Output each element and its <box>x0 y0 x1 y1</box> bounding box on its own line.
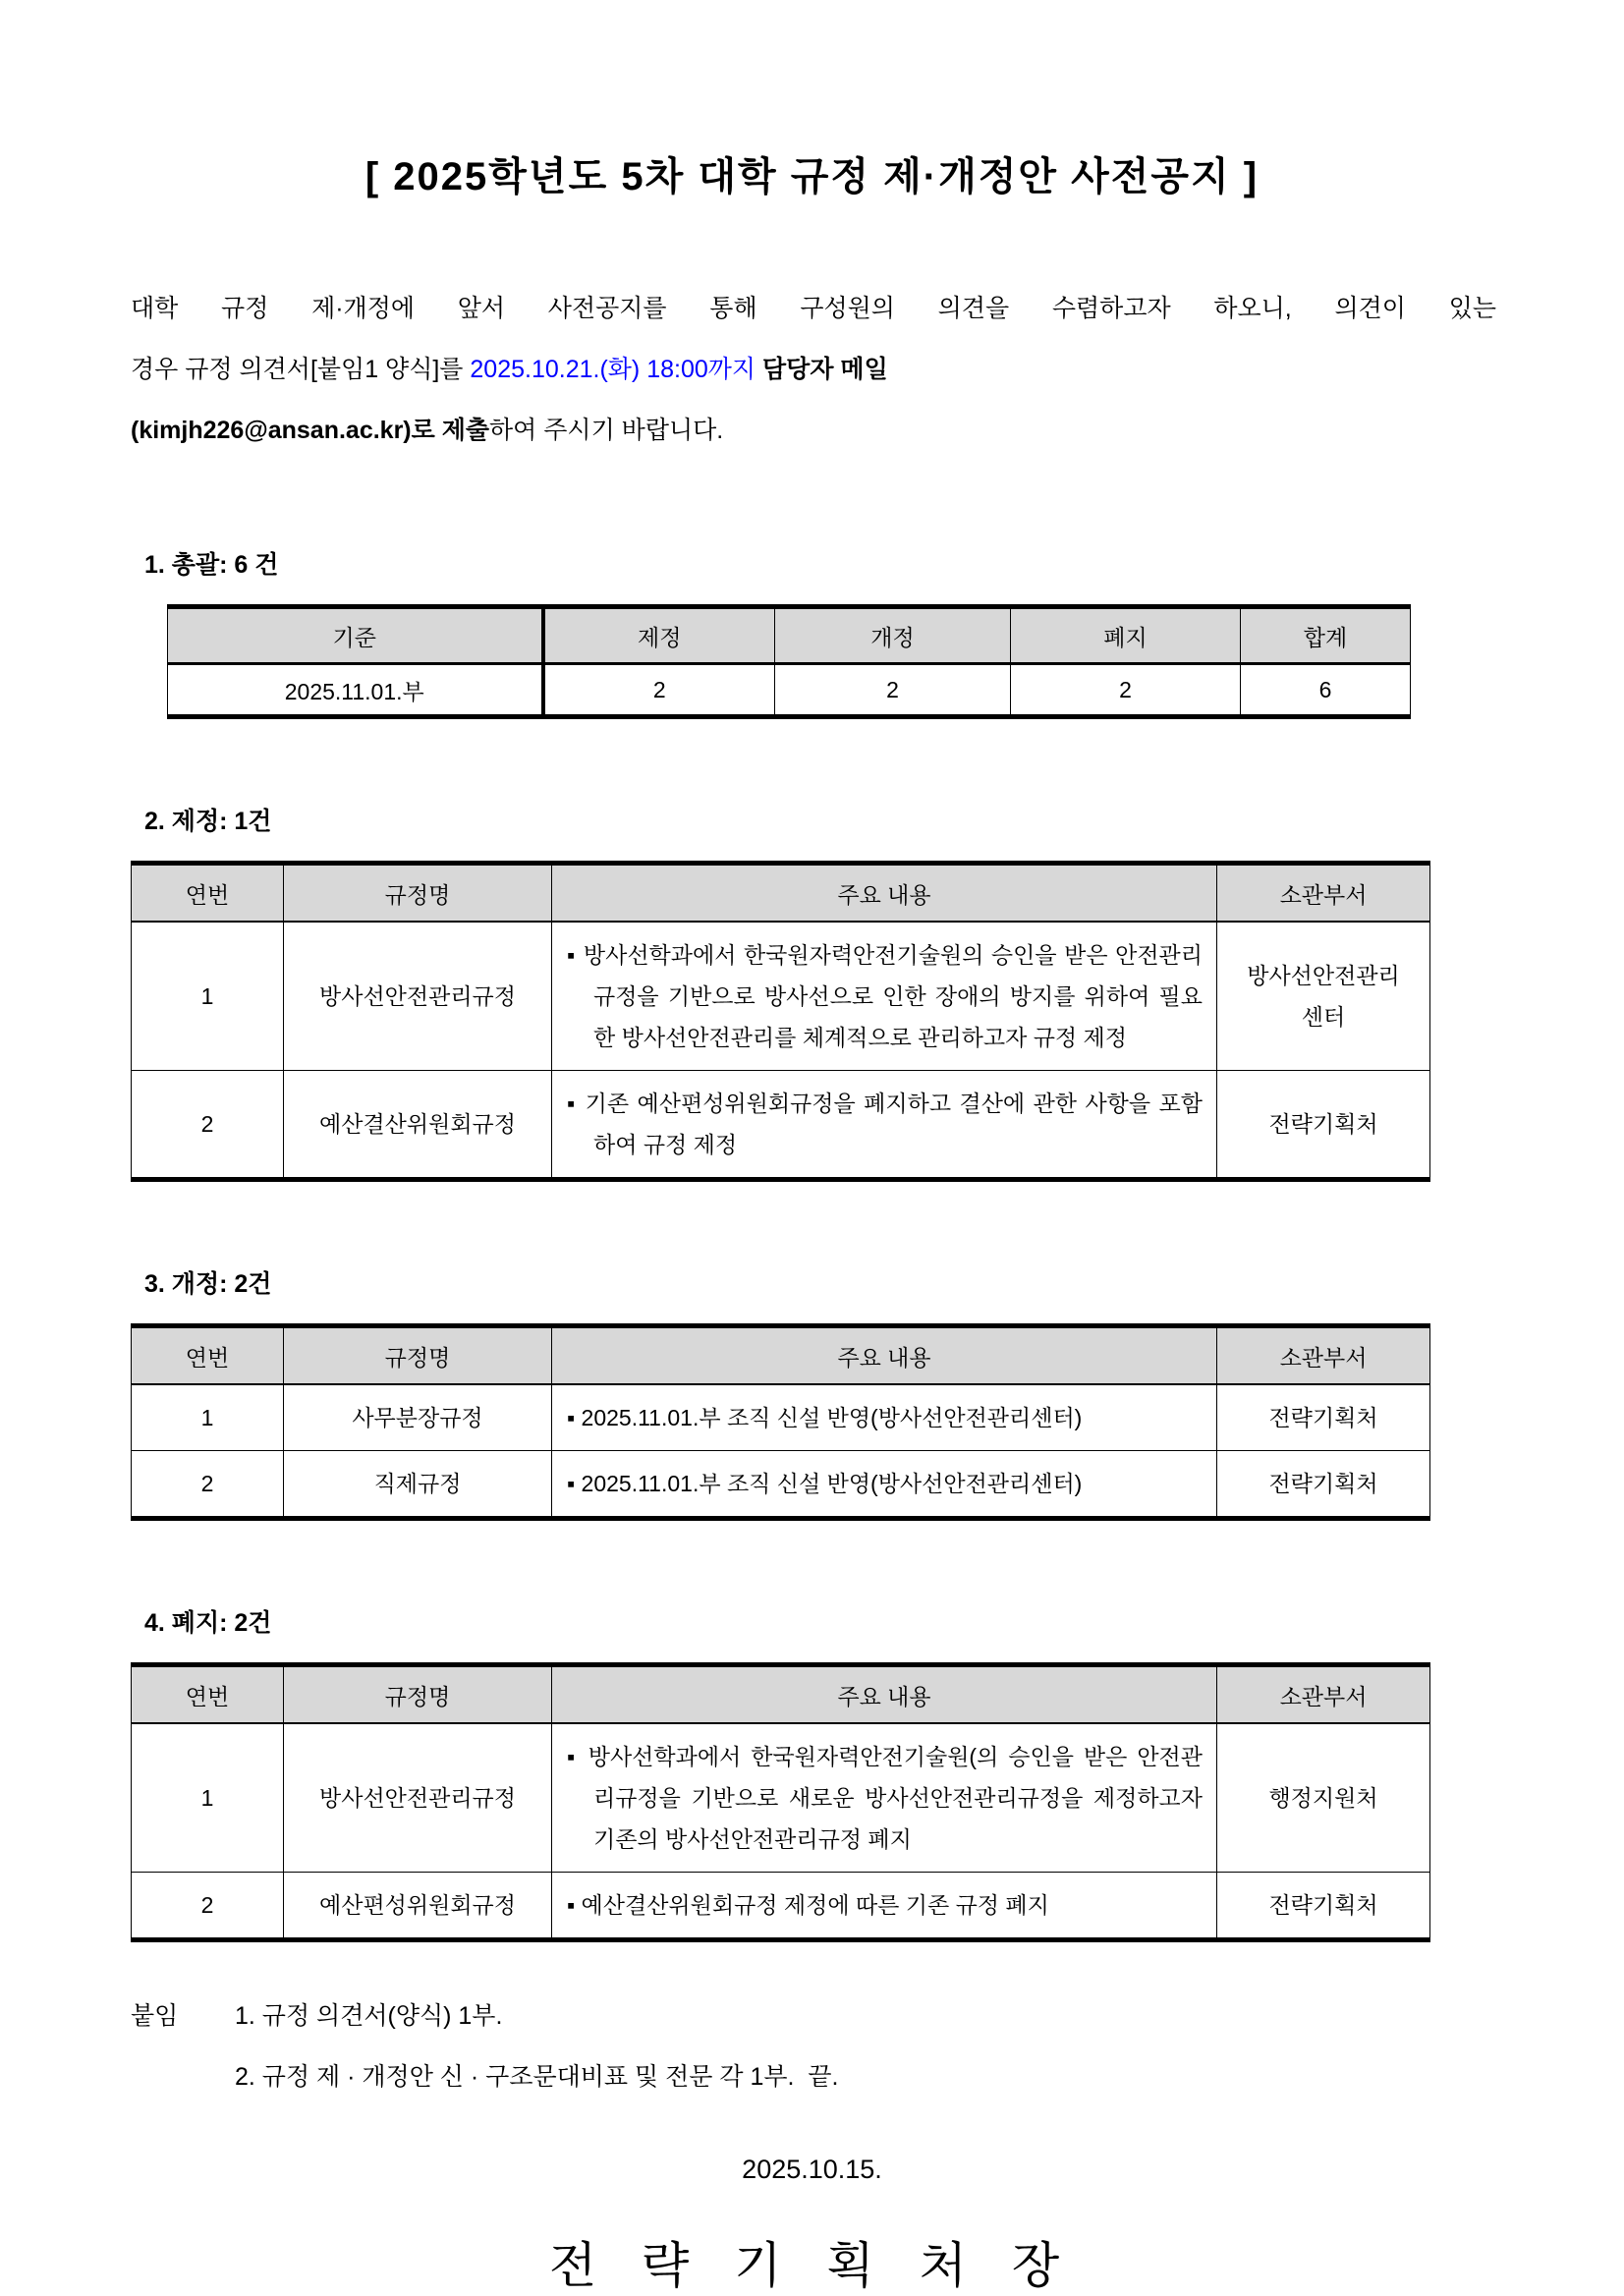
heading-summary: 1. 총괄: 6 건 <box>144 551 279 579</box>
attachment-item: 2. 규정 제 · 개정안 신 · 구조문대비표 및 전문 각 1부. 끝. <box>235 2063 839 2091</box>
row-regulation-name: 직제규정 <box>284 1451 552 1519</box>
attachments-list <box>235 1986 838 2107</box>
row-department: 방사선안전관리센터 <box>1217 922 1430 1071</box>
row-regulation-name: 예산결산위원회규정 <box>284 1071 552 1180</box>
table-row <box>132 1451 1430 1519</box>
table-row <box>132 1873 1430 1940</box>
intro-line-1: 대학 규정 제·개정에 앞서 사전공지를 통해 구성원의 의견을 수렴하고자 하오니, 의견이 있는 <box>131 295 1496 322</box>
row-regulation-name: 방사선안전관리규정 <box>284 1723 552 1873</box>
summary-basis-value: 2025.11.01.부 <box>168 664 543 717</box>
heading-enact: 2. 제정: 1건 <box>144 808 272 835</box>
heading-abolish: 4. 폐지: 2건 <box>144 1609 272 1637</box>
row-regulation-name: 사무분장규정 <box>284 1384 552 1451</box>
col-content: 주요 내용 <box>552 1665 1217 1724</box>
abolish-header-row <box>132 1665 1430 1724</box>
row-regulation-name: 예산편성위원회규정 <box>284 1873 552 1940</box>
summary-table <box>167 604 1411 719</box>
summary-col-basis: 기준 <box>168 607 543 664</box>
row-main-content: ▪ 방사선학과에서 한국원자력안전기술원(의 승인을 받은 안전관리규정을 기반으로 새로운 방사선안전관리규정을 제정하고자 기존의 방사선안전관리규정 폐지 <box>552 1723 1217 1873</box>
col-dept: 소관부서 <box>1217 1326 1430 1385</box>
row-department: 전략기획처 <box>1217 1384 1430 1451</box>
col-dept: 소관부서 <box>1217 864 1430 923</box>
col-dept: 소관부서 <box>1217 1665 1430 1724</box>
col-no: 연번 <box>132 864 284 923</box>
amend-table <box>131 1323 1430 1521</box>
row-main-content: ▪ 기존 예산편성위원회규정을 폐지하고 결산에 관한 사항을 포함하여 규정 제정 <box>552 1071 1217 1180</box>
col-content: 주요 내용 <box>552 864 1217 923</box>
row-department: 전략기획처 <box>1217 1873 1430 1940</box>
amend-header-row <box>132 1326 1430 1385</box>
summary-col-enact: 제정 <box>543 607 775 664</box>
row-no: 2 <box>132 1451 284 1519</box>
document-date: 2025.10.15. <box>742 2155 882 2184</box>
summary-header-row <box>168 607 1411 664</box>
attachment-item: 1. 규정 의견서(양식) 1부. <box>235 2002 503 2030</box>
attachments-block <box>131 1986 1624 2107</box>
row-department: 전략기획처 <box>1217 1451 1430 1519</box>
intro-line-2 <box>131 339 1496 400</box>
heading-amend: 3. 개정: 2건 <box>144 1270 272 1298</box>
summary-col-amend: 개정 <box>775 607 1011 664</box>
col-name: 규정명 <box>284 1665 552 1724</box>
row-no: 2 <box>132 1071 284 1180</box>
row-department: 행정지원처 <box>1217 1723 1430 1873</box>
document-body <box>0 278 1624 2107</box>
table-row <box>132 922 1430 1071</box>
row-no: 2 <box>132 1873 284 1940</box>
enact-table <box>131 861 1430 1182</box>
summary-data-row <box>168 664 1411 717</box>
row-no: 1 <box>132 922 284 1071</box>
col-name: 규정명 <box>284 864 552 923</box>
row-department: 전략기획처 <box>1217 1071 1430 1180</box>
summary-amend-value: 2 <box>775 664 1011 717</box>
col-content: 주요 내용 <box>552 1326 1217 1385</box>
signature-title: 전 략 기 획 처 장 <box>548 2238 1076 2293</box>
table-row <box>132 1384 1430 1451</box>
intro-line-3 <box>131 400 1496 461</box>
summary-col-abolish: 폐지 <box>1011 607 1241 664</box>
summary-col-total: 합계 <box>1241 607 1411 664</box>
table-row <box>132 1071 1430 1180</box>
col-no: 연번 <box>132 1665 284 1724</box>
row-main-content: ▪ 예산결산위원회규정 제정에 따른 기존 규정 폐지 <box>552 1873 1217 1940</box>
contact-label: 담당자 메일 <box>762 356 888 383</box>
page-title: [ 2025학년도 5차 대학 규정 제·개정안 사전공지 ] <box>364 155 1260 198</box>
email-text: (kimjh226@ansan.ac.kr)로 제출 <box>131 417 490 444</box>
row-no: 1 <box>132 1384 284 1451</box>
enact-header-row <box>132 864 1430 923</box>
summary-abolish-value: 2 <box>1011 664 1241 717</box>
deadline-text: 2025.10.21.(화) 18:00까지 <box>470 356 756 383</box>
attachments-label: 붙임 <box>131 2002 179 2030</box>
intro-space <box>756 356 762 383</box>
row-main-content: ▪ 방사선학과에서 한국원자력안전기술원의 승인을 받은 안전관리규정을 기반으로 방사선으로 인한 장애의 방지를 위하여 필요한 방사선안전관리를 체계적으로 관리하고자 규정 제정 <box>552 922 1217 1071</box>
intro-paragraph <box>131 278 1496 461</box>
summary-total-value: 6 <box>1241 664 1411 717</box>
table-row <box>132 1723 1430 1873</box>
summary-enact-value: 2 <box>543 664 775 717</box>
abolish-table <box>131 1662 1430 1942</box>
row-main-content: ▪ 2025.11.01.부 조직 신설 반영(방사선안전관리센터) <box>552 1384 1217 1451</box>
intro-line-2-text: 경우 규정 의견서[붙임1 양식]를 <box>131 356 471 383</box>
row-regulation-name: 방사선안전관리규정 <box>284 922 552 1071</box>
intro-line-3-rest: 하여 주시기 바랍니다. <box>489 417 724 444</box>
row-main-content: ▪ 2025.11.01.부 조직 신설 반영(방사선안전관리센터) <box>552 1451 1217 1519</box>
row-no: 1 <box>132 1723 284 1873</box>
col-no: 연번 <box>132 1326 284 1385</box>
col-name: 규정명 <box>284 1326 552 1385</box>
